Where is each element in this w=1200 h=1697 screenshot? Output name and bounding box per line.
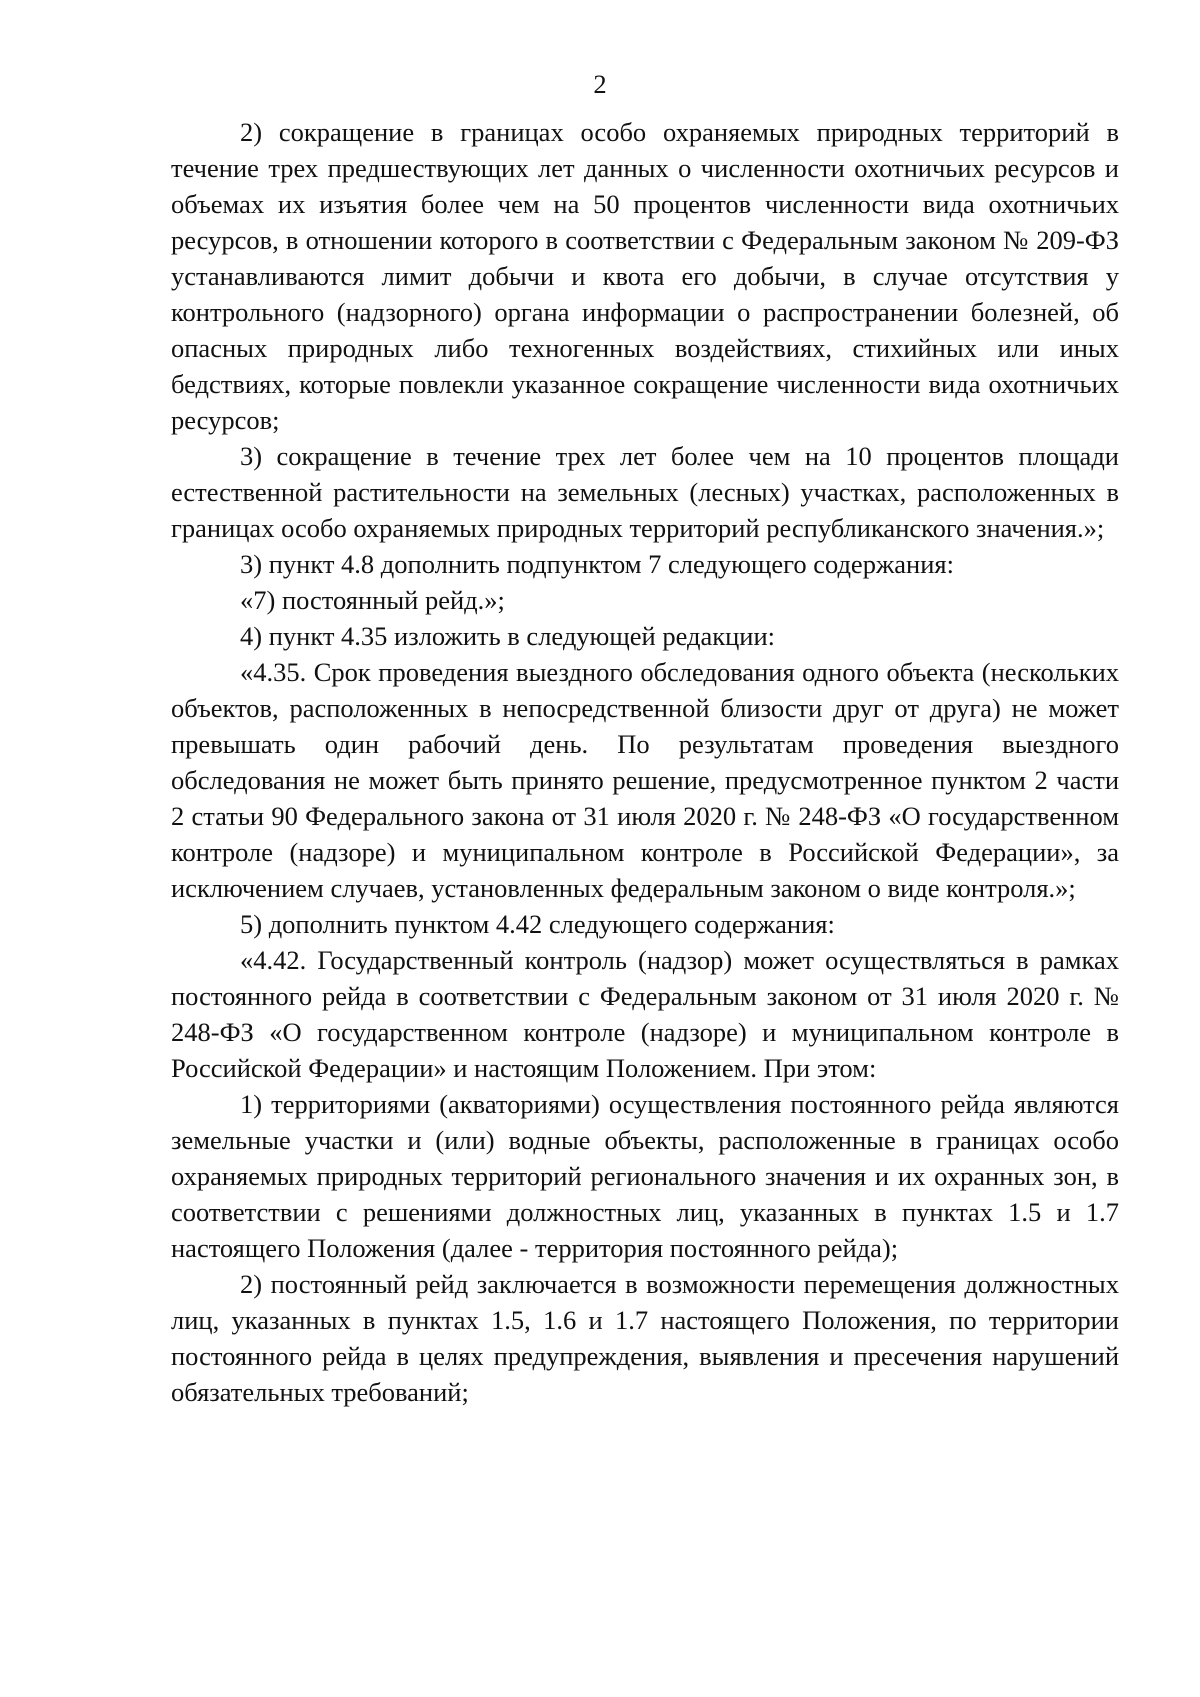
paragraph: «7) постоянный рейд.»; — [240, 585, 505, 615]
paragraph: 5) дополнить пунктом 4.42 следующего содержания: — [240, 909, 835, 939]
paragraph: 4) пункт 4.35 изложить в следующей редакции: — [240, 621, 776, 651]
document-body — [171, 114, 1119, 1410]
paragraph: 2) сокращение в границах особо охраняемых природных территорий в течение трех предшествующих лет данных о численности охотничьих ресурсов и объемах их изъятия более чем на 50 процентов численности вида охотничьих ресурсов, в отношении которого в соответствии с Федеральным законом № 209-ФЗ устанавливаются лимит добычи и квота его добычи, в случае отсутствия у контрольного (надзорного) органа информации о распространении болезней, об опасных природных либо техногенных воздействиях, стихийных или иных бедствиях, которые повлекли указанное сокращение численности вида охотничьих ресурсов; — [171, 117, 1119, 435]
page-number: 2 — [593, 69, 607, 99]
paragraph: 3) пункт 4.8 дополнить подпунктом 7 следующего содержания: — [240, 549, 954, 579]
paragraph: «4.35. Срок проведения выездного обследования одного объекта (нескольких объектов, расположенных в непосредственной близости друг от друга) не может превышать один рабочий день. По результатам проведения выездного обследования не может быть принято решение, предусмотренное пунктом 2 части 2 статьи 90 Федерального закона от 31 июля 2020 г. № 248-ФЗ «О государственном контроле (надзоре) и муниципальном контроле в Российской Федерации», за исключением случаев, установленных федеральным законом о виде контроля.»; — [171, 657, 1119, 903]
paragraph: «4.42. Государственный контроль (надзор) может осуществляться в рамках постоянного рейда в соответствии с Федеральным законом от 31 июля 2020 г. № 248-ФЗ «О государственном контроле (надзоре) и муниципальном контроле в Российской Федерации» и настоящим Положением. При этом: — [171, 945, 1119, 1083]
paragraph: 3) сокращение в течение трех лет более чем на 10 процентов площади естественной растительности на земельных (лесных) участках, расположенных в границах особо охраняемых природных территорий республиканского значения.»; — [171, 441, 1119, 543]
paragraph: 1) территориями (акваториями) осуществления постоянного рейда являются земельные участки и (или) водные объекты, расположенные в границах особо охраняемых природных территорий регионального значения и их охранных зон, в соответствии с решениями должностных лиц, указанных в пунктах 1.5 и 1.7 настоящего Положения (далее - территория постоянного рейда); — [171, 1089, 1119, 1263]
paragraph: 2) постоянный рейд заключается в возможности перемещения должностных лиц, указанных в пунктах 1.5, 1.6 и 1.7 настоящего Положения, по территории постоянного рейда в целях предупреждения, выявления и пресечения нарушений обязательных требований; — [171, 1269, 1119, 1407]
